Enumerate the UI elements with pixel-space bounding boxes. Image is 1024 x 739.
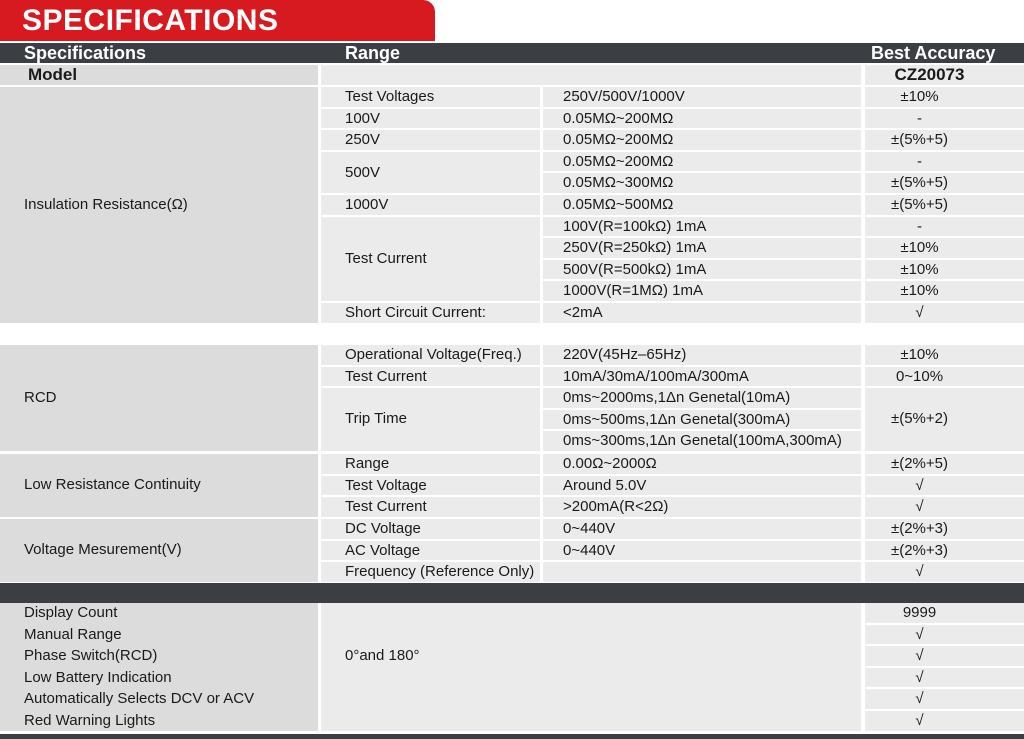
feature-accuracy: √ xyxy=(915,712,924,729)
model-value: CZ20073 xyxy=(894,65,965,84)
model-label: Model xyxy=(28,65,78,84)
feature-accuracy: √ xyxy=(915,690,924,708)
continuity-accuracy: √ xyxy=(915,498,924,516)
insulation-label: Insulation Resistance(Ω) xyxy=(24,196,188,213)
insulation-accuracy: ±(5%+5) xyxy=(890,131,948,149)
feature-accuracy: √ xyxy=(915,668,924,686)
continuity-range: >200mA(R<2Ω) xyxy=(563,498,669,516)
insulation-param: 100V xyxy=(345,109,381,127)
insulation-range: 500V(R=500kΩ) 1mA xyxy=(563,260,707,278)
rcd-label: RCD xyxy=(24,389,57,406)
section-divider xyxy=(0,583,1024,603)
insulation-range: 100V(R=100kΩ) 1mA xyxy=(563,217,707,235)
feature-range xyxy=(341,711,861,731)
feature-accuracy: 9999 xyxy=(902,604,937,621)
insulation-range: 0.05MΩ~200MΩ xyxy=(563,152,674,170)
bottom-rule xyxy=(0,734,1024,739)
insulation-param: 250V xyxy=(345,131,381,149)
voltage-range: 0~440V xyxy=(563,541,616,559)
rcd-param: Trip Time xyxy=(345,410,407,428)
feature-accuracy: √ xyxy=(915,647,924,665)
rcd-range: 10mA/30mA/100mA/300mA xyxy=(563,367,749,385)
insulation-param: Test Voltages xyxy=(345,88,435,105)
voltage-param: AC Voltage xyxy=(345,541,421,559)
voltage-param: Frequency (Reference Only) xyxy=(345,563,535,581)
feature-range xyxy=(341,625,861,645)
continuity-param: Range xyxy=(345,455,390,472)
continuity-label: Low Resistance Continuity xyxy=(24,476,201,493)
continuity-accuracy: √ xyxy=(915,476,924,494)
insulation-accuracy: ±(5%+5) xyxy=(890,174,948,192)
voltage-accuracy: ±(2%+3) xyxy=(890,541,948,559)
insulation-accuracy: ±10% xyxy=(900,239,939,257)
feature-range xyxy=(341,689,861,709)
insulation-range: 0.05MΩ~300MΩ xyxy=(563,174,674,192)
rcd-range: 0ms~2000ms,1Δn Genetal(10mA) xyxy=(563,389,791,407)
insulation-param: Short Circuit Current: xyxy=(345,304,486,321)
rcd-range: 0ms~300ms,1Δn Genetal(100mA,300mA) xyxy=(563,432,842,450)
rcd-accuracy: 0~10% xyxy=(895,367,944,385)
insulation-accuracy: - xyxy=(917,152,922,170)
insulation-accuracy: ±10% xyxy=(900,260,939,278)
voltage-accuracy: ±(2%+3) xyxy=(890,520,948,537)
continuity-param: Test Voltage xyxy=(345,476,427,494)
feature-label: Manual Range xyxy=(24,625,122,643)
header-specifications: Specifications xyxy=(24,43,147,63)
continuity-accuracy: ±(2%+5) xyxy=(890,455,948,472)
insulation-range: 250V/500V/1000V xyxy=(563,88,685,105)
feature-label: Automatically Selects DCV or ACV xyxy=(24,690,255,708)
continuity-range: Around 5.0V xyxy=(563,476,647,494)
rcd-param: Operational Voltage(Freq.) xyxy=(345,346,522,363)
rcd-param: Test Current xyxy=(345,367,427,385)
continuity-param: Test Current xyxy=(345,498,427,516)
voltage-label: Voltage Mesurement(V) xyxy=(24,541,182,558)
insulation-param: 500V xyxy=(345,163,381,181)
header-best-accuracy: Best Accuracy xyxy=(871,43,996,63)
rcd-range: 220V(45Hz–65Hz) xyxy=(563,346,687,363)
header-range: Range xyxy=(345,43,401,63)
insulation-range: 0.05MΩ~200MΩ xyxy=(563,131,674,149)
feature-range xyxy=(341,603,861,623)
feature-accuracy: √ xyxy=(915,625,924,643)
insulation-param: Test Current xyxy=(345,249,427,267)
model-range-bg xyxy=(321,65,861,85)
voltage-range: 0~440V xyxy=(563,520,616,537)
insulation-param: 1000V xyxy=(345,196,389,213)
insulation-accuracy: √ xyxy=(915,304,924,321)
voltage-param: DC Voltage xyxy=(345,520,421,537)
insulation-range: 250V(R=250kΩ) 1mA xyxy=(563,239,707,257)
rcd-accuracy: ±(5%+2) xyxy=(890,410,948,428)
feature-label: Red Warning Lights xyxy=(24,712,156,729)
rcd-range: 0ms~500ms,1Δn Genetal(300mA) xyxy=(563,410,791,428)
insulation-range: 0.05MΩ~200MΩ xyxy=(563,109,674,127)
insulation-accuracy: ±10% xyxy=(900,88,939,105)
feature-label: Phase Switch(RCD) xyxy=(24,647,158,665)
feature-label: Display Count xyxy=(24,604,118,621)
voltage-accuracy: √ xyxy=(915,563,924,581)
insulation-accuracy: - xyxy=(917,217,922,235)
continuity-range: 0.00Ω~2000Ω xyxy=(563,455,657,472)
insulation-accuracy: ±(5%+5) xyxy=(890,196,948,213)
insulation-accuracy: ±10% xyxy=(900,282,939,300)
insulation-range: 0.05MΩ~500MΩ xyxy=(563,196,674,213)
insulation-accuracy: - xyxy=(917,109,922,127)
rcd-accuracy: ±10% xyxy=(900,346,939,363)
voltage-range xyxy=(559,562,861,582)
table-header xyxy=(0,43,1024,63)
feature-label: Low Battery Indication xyxy=(24,668,172,686)
feature-range xyxy=(341,668,861,688)
page-banner-title: SPECIFICATIONS xyxy=(0,0,435,41)
feature-range: 0°and 180° xyxy=(345,647,420,665)
insulation-range: 1000V(R=1MΩ) 1mA xyxy=(563,282,704,300)
insulation-range: <2mA xyxy=(563,304,603,321)
